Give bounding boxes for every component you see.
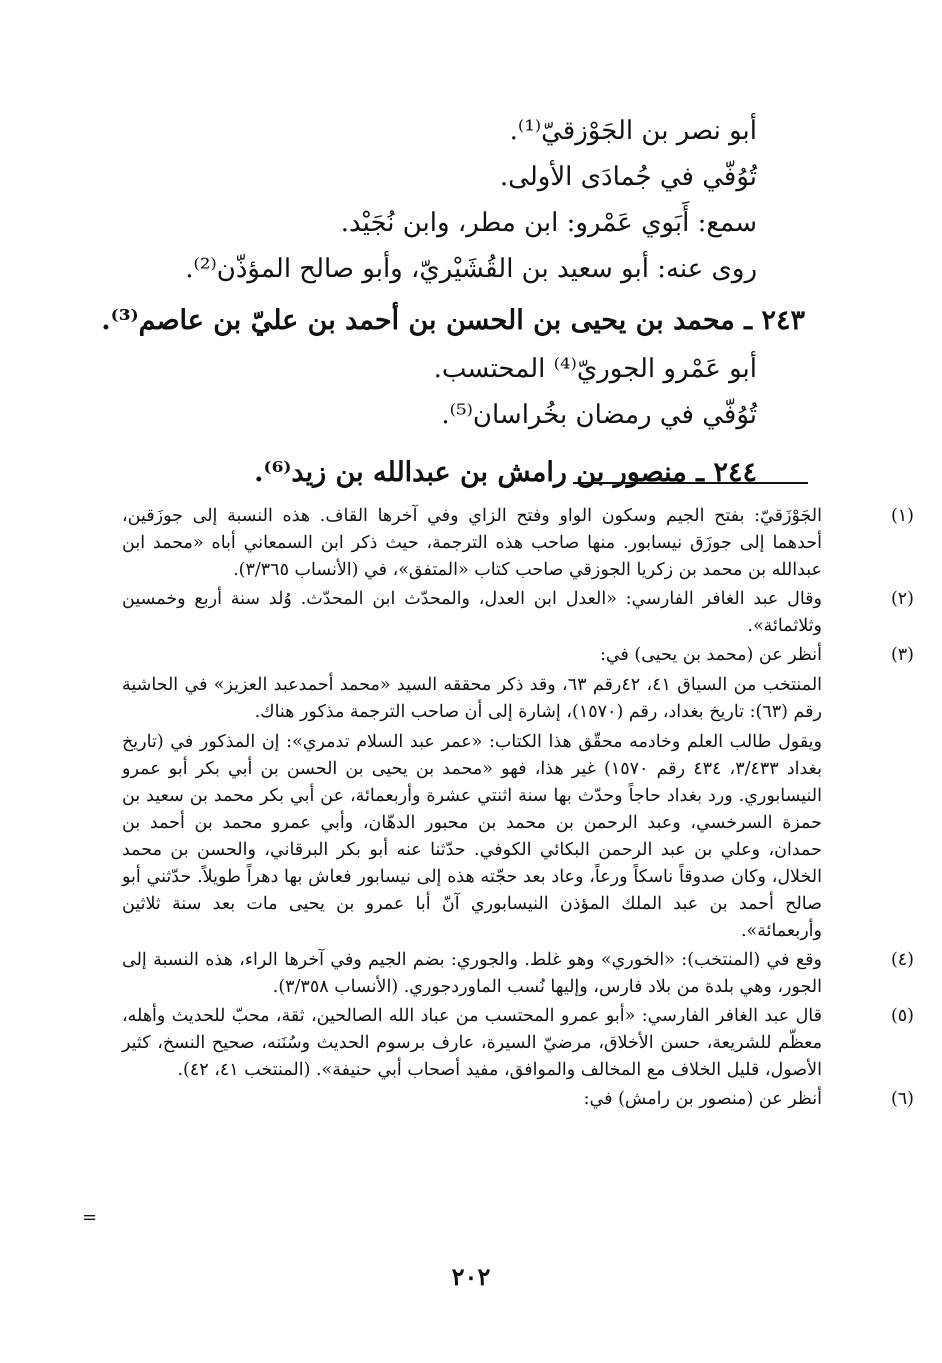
footnote-3 [122,642,914,945]
entry-title-244: ٢٤٤ ـ منصور بن رامش بن عبدالله بن زيد⁽⁶⁾. [254,457,757,488]
text-line: أبو نصر بن الجَوْزقيّ⁽¹⁾. [509,116,757,146]
footnote-number: (٦) [890,1089,914,1109]
footnote-text: المنتخب من السياق ٤١، ٤٢رقم ٦٣، وقد ذكر محققه السيد «محمد أحمدعبد العزيز» في الحاشية رقم (٦٣): تاريخ بغداد، رقم (١٥٧٠)، إشارة إلى أن صاحب الترجمة مذكور هناك. [122,675,823,722]
footnote-6 [122,1086,914,1113]
footnote-text: وقال عبد الغافر الفارسي: «العدل ابن العدل، والمحدّث ابن المحدّث. وُلد سنة أربع وخمسين وثلاثمائة». [122,589,822,636]
text-line: تُوُفّي في رمضان بخُراسان⁽⁵⁾. [441,400,757,430]
footnote-text: ويقول طالب العلم وخادمه محقّق هذا الكتاب: «عمر عبد السلام تدمري»: إن المذكور في (تاريخ بغداد ٣/٤٣٣، ٤٣٤ رقم ١٥٧٠) غير هذا، فهو «محمد بن يحيى بن الحسن بن أبي بكر أبو عمرو النيسابوري. ورد بغداد حاجاً وحدّث بها سنة اثنتي عشرة وأربعمائة، عن أبي بكر محمد بن سعيد بن حمزة السرخسي، وعبد الرحمن بن محمد بن محبور الدهّان، وأبي عمرو محمد بن أحمد بن حمدان، وعلي بن عبد الرحمن البكائي الكوفي. حدّثنا عنه أبو بكر البرقاني، والحسن بن محمد الخلال، وكان صدوقاً ناسكاً ورعاً، وعاد بعد حجّته هذه إلى نيسابور فعاش بها دهراً طويلاً. حدّثني أبو صالح أحمد بن عبد الملك المؤذن النيسابوري آنّ أبا عمرو بن يحيى مات بعد سنة ثلاثين وأربعمائة». [122,732,822,941]
footnote-number: (١) [890,506,914,526]
footnote-number: (٢) [890,589,914,609]
footnote-2 [122,586,914,640]
footnote-5 [122,1003,914,1084]
footnote-number: (٥) [890,1006,914,1026]
entry-title-243: ٢٤٣ ـ محمد بن يحيى بن الحسن بن أحمد بن عليّ بن عاصم⁽³⁾. [101,305,805,336]
text-line: سمع: أَبَوي عَمْرو: ابن مطر، وابن نُجَيْد. [340,208,757,238]
footnote-text: وقع في (المنتخب): «الخوري» وهو غلط. والجوري: بضم الجيم وفي آخرها الراء، هذه النسبة إلى الجور، وهي بلدة من بلاد فارس، وإليها نُسب الماوردجوري. (الأنساب ٣/٣٥٨). [122,950,822,997]
footnote-separator [573,482,808,484]
footnote-text: الجَوْزَقيّ: بفتح الجيم وسكون الواو وفتح الزاي وفي آخرها القاف. هذه النسبة إلى جوزَقين، أحدهما إلى جوزَق نيسابور. منها صاحب هذه الترجمة، حيث ذكر ابن السمعاني أباه «محمد ابن عبدالله بن محمد بن زكريا الجوزقي صاحب كتاب «المتفق»، في (الأنساب ٣/٣٦٥). [122,506,822,580]
footnote-number: (٤) [890,950,914,970]
footnote-text: قال عبد الغافر الفارسي: «أبو عمرو المحتسب من عباد الله الصالحين، ثقة، محبّ للحديث وأهله، معظّم للشريعة، حسن الأخلاق، مرضيّ السيرة، عارف برسوم الحديث وسُنَنه، صحيح النسخ، كثير الأصول، قليل الخلاف مع المخالف والموافق، مفيد أصحاب أبي حنيفة». (المنتخب ٤١، ٤٢). [122,1006,822,1080]
footnote-1 [122,503,914,584]
margin-mark: = [82,1207,98,1228]
footnotes [122,503,914,1115]
footnote-number: (٣) [890,645,914,665]
main-text [101,108,805,498]
footnote-4 [122,947,914,1001]
footnote-text: أنظر عن (محمد بن يحيى) في: [599,645,822,665]
page-number: ٢٠٢ [451,1262,491,1291]
text-line: تُوُفّي في جُمادَى الأولى. [499,162,757,192]
text-line: روى عنه: أبو سعيد بن القُشَيْريّ، وأبو صالح المؤذّن⁽²⁾. [185,254,757,284]
text-line: أبو عَمْرو الجوريّ⁽⁴⁾ المحتسب. [433,354,757,384]
footnote-text: أنظر عن (منصور بن رامش) في: [583,1089,822,1109]
